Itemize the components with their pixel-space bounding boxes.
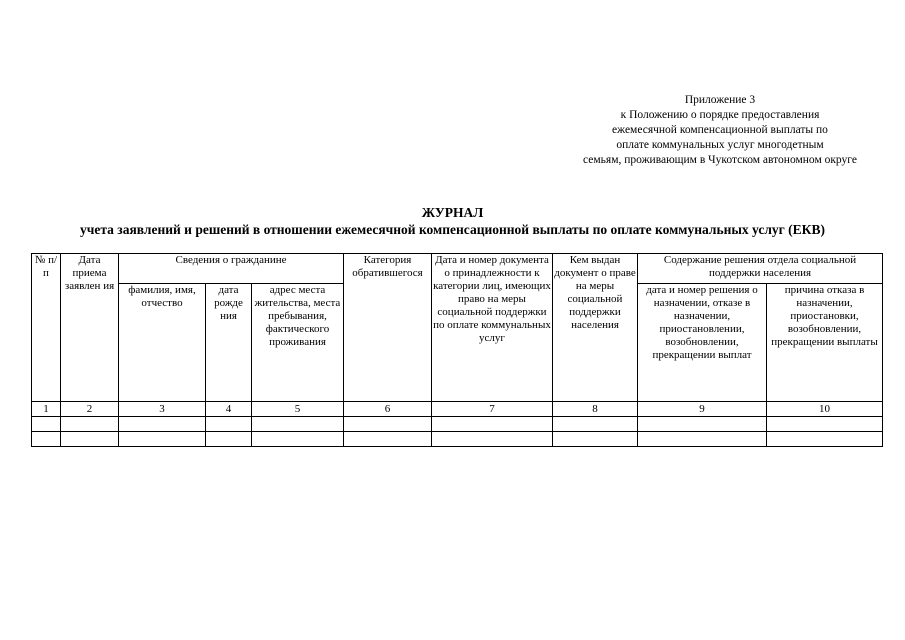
title-line-1: ЖУРНАЛ xyxy=(421,205,484,220)
appendix-line: к Положению о порядке предоставления xyxy=(620,109,820,121)
appendix-line: оплате коммунальных услуг многодетным xyxy=(616,139,824,151)
column-number: 8 xyxy=(553,402,638,417)
appendix-line: ежемесячной компенсационной выплаты по xyxy=(612,124,828,136)
table-row xyxy=(32,417,883,432)
appendix-line: семьям, проживающим в Чукотском автономном округе xyxy=(583,154,857,166)
column-number: 6 xyxy=(344,402,432,417)
journal-title xyxy=(0,204,905,238)
header-birth-date: дата рожде ния xyxy=(206,284,252,402)
header-full-name: фамилия, имя, отчество xyxy=(119,284,206,402)
title-line-2: учета заявлений и решений в отношении ежемесячной компенсационной выплаты по оплате коммунальных услуг (ЕКВ) xyxy=(80,222,825,237)
header-citizen-info: Сведения о гражданине xyxy=(119,254,344,284)
column-number: 5 xyxy=(252,402,344,417)
column-number: 3 xyxy=(119,402,206,417)
column-number: 1 xyxy=(32,402,61,417)
header-number: № п/п xyxy=(32,254,61,402)
header-address: адрес места жительства, места пребывания, фактического проживания xyxy=(252,284,344,402)
journal-table xyxy=(31,253,883,447)
column-number: 10 xyxy=(767,402,883,417)
header-document: Дата и номер документа о принадлежности к категории лиц, имеющих право на меры социальной поддержки по оплате коммунальных услуг xyxy=(432,254,553,402)
header-decision: Содержание решения отдела социальной поддержки населения xyxy=(638,254,883,284)
header-decision-date: дата и номер решения о назначении, отказе в назначении, приостановлении, возобновлении, прекращении выплат xyxy=(638,284,767,402)
appendix-line: Приложение 3 xyxy=(684,94,756,106)
header-issuer: Кем выдан документ о праве на меры социальной поддержки населения xyxy=(553,254,638,402)
appendix-header xyxy=(520,93,905,168)
header-date-received: Дата приема заявлен ия xyxy=(61,254,119,402)
header-decision-reason: причина отказа в назначении, приостановки, возобновлении, прекращении выплаты xyxy=(767,284,883,402)
column-number: 7 xyxy=(432,402,553,417)
column-number: 4 xyxy=(206,402,252,417)
table-row xyxy=(32,432,883,447)
column-number: 2 xyxy=(61,402,119,417)
column-number: 9 xyxy=(638,402,767,417)
header-category: Категория обратившегося xyxy=(344,254,432,402)
